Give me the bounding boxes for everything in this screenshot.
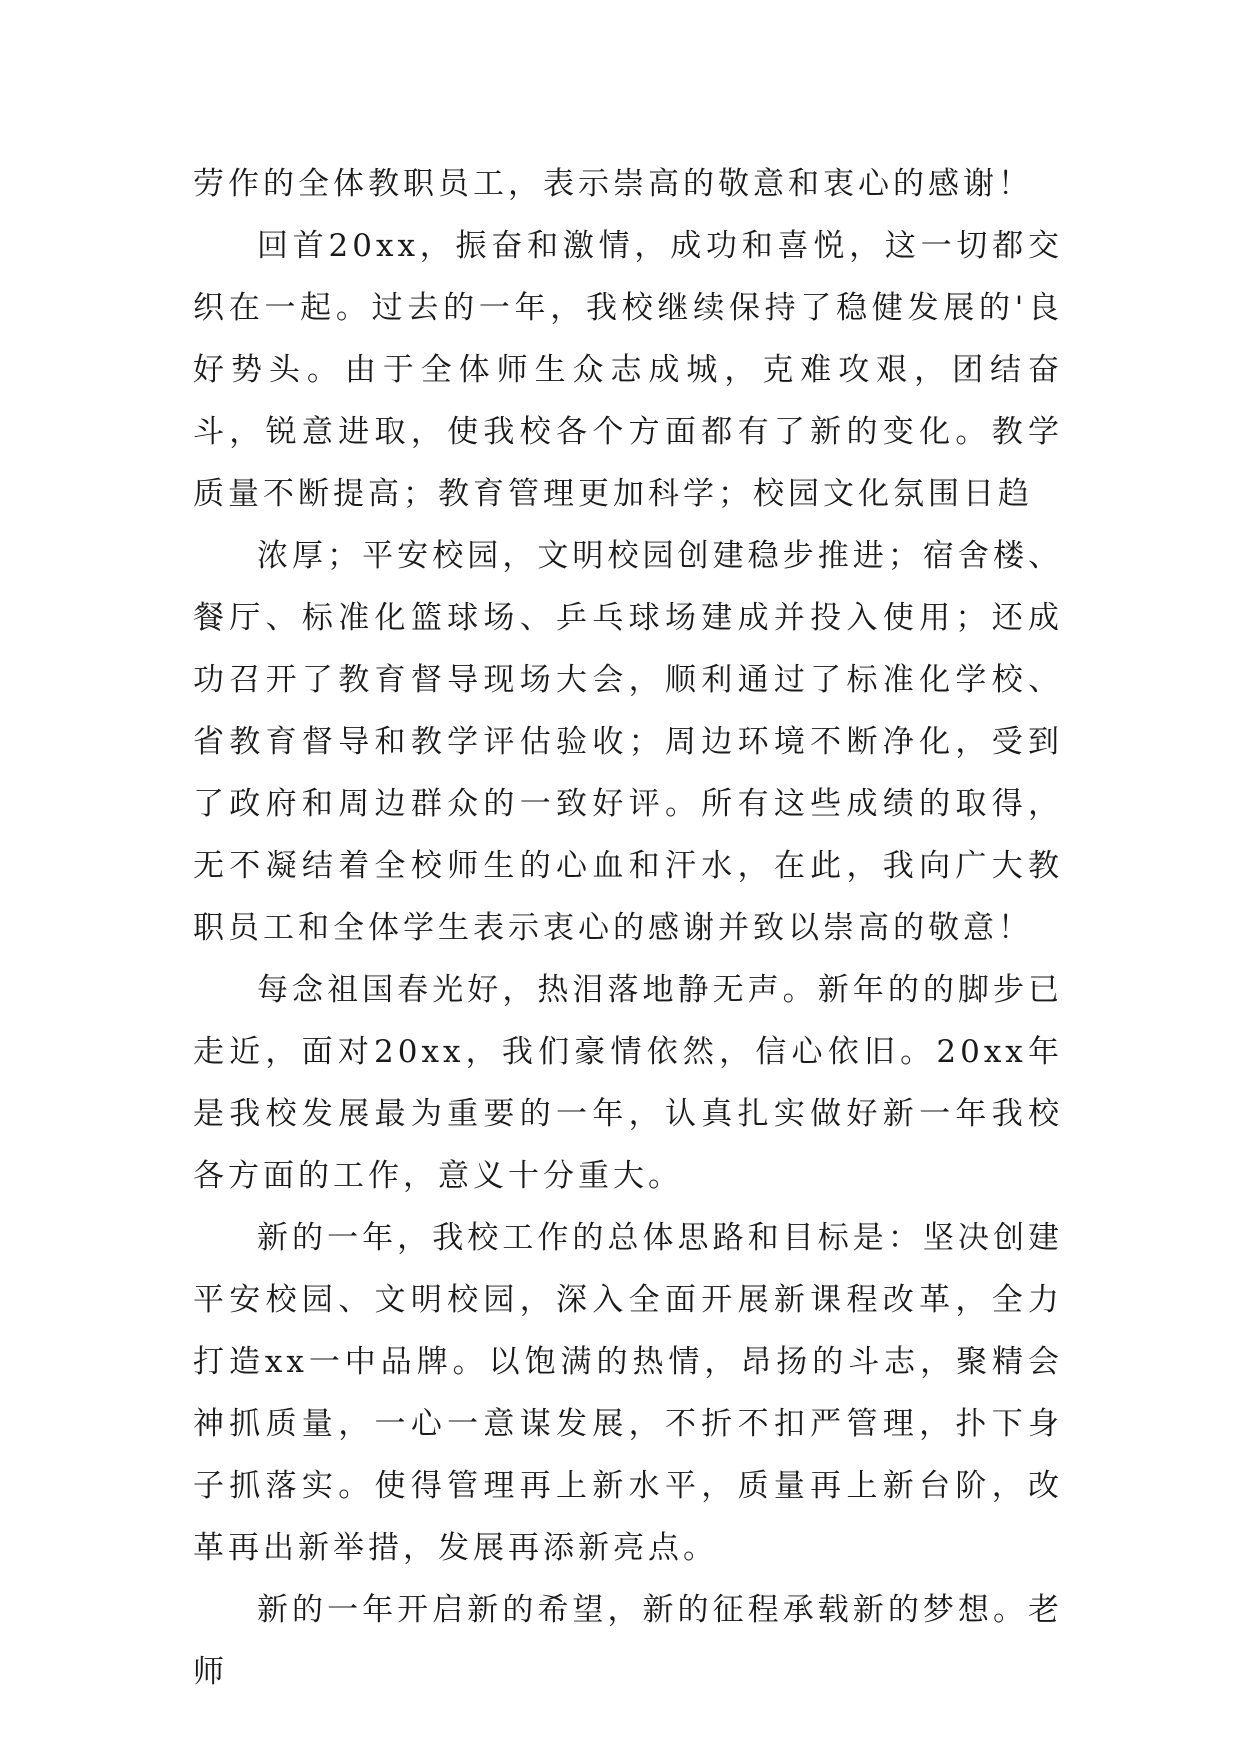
paragraph-5: 新的一年，我校工作的总体思路和目标是：坚决创建平安校园、文明校园，深入全面开展新课程改革，全力打造xx一中品牌。以饱满的热情，昂扬的斗志，聚精会神抓质量，一心一意谋发展，不折不扣严管理，扑下身子抓落实。使得管理再上新水平，质量再上新台阶，改革再出新举措，发展再添新亮点。 — [193, 1220, 1063, 1566]
paragraph-2: 回首20xx，振奋和激情，成功和喜悦，这一切都交织在一起。过去的一年，我校继续保持了稳健发展的'良好势头。由于全体师生众志成城，克难攻艰，团结奋斗，锐意进取，使我校各个方面都有了新的变化。教学质量不断提高；教育管理更加科学；校园文化氛围日趋 — [193, 228, 1063, 512]
paragraph-4: 每念祖国春光好，热泪落地静无声。新年的的脚步已走近，面对20xx，我们豪情依然，信心依旧。20xx年是我校发展最为重要的一年，认真扎实做好新一年我校各方面的工作，意义十分重大。 — [193, 972, 1063, 1194]
document-body — [193, 153, 1063, 1703]
paragraph-6: 新的一年开启新的希望，新的征程承载新的梦想。老师 — [193, 1592, 1063, 1690]
paragraph-3: 浓厚；平安校园，文明校园创建稳步推进；宿舍楼、餐厅、标准化篮球场、乒乓球场建成并投入使用；还成功召开了教育督导现场大会，顺利通过了标准化学校、省教育督导和教学评估验收；周边环境不断净化，受到了政府和周边群众的一致好评。所有这些成绩的取得，无不凝结着全校师生的心血和汗水，在此，我向广大教职员工和全体学生表示衷心的感谢并致以崇高的敬意！ — [193, 538, 1063, 946]
paragraph-1: 劳作的全体教职员工，表示崇高的敬意和衷心的感谢！ — [193, 166, 1033, 202]
